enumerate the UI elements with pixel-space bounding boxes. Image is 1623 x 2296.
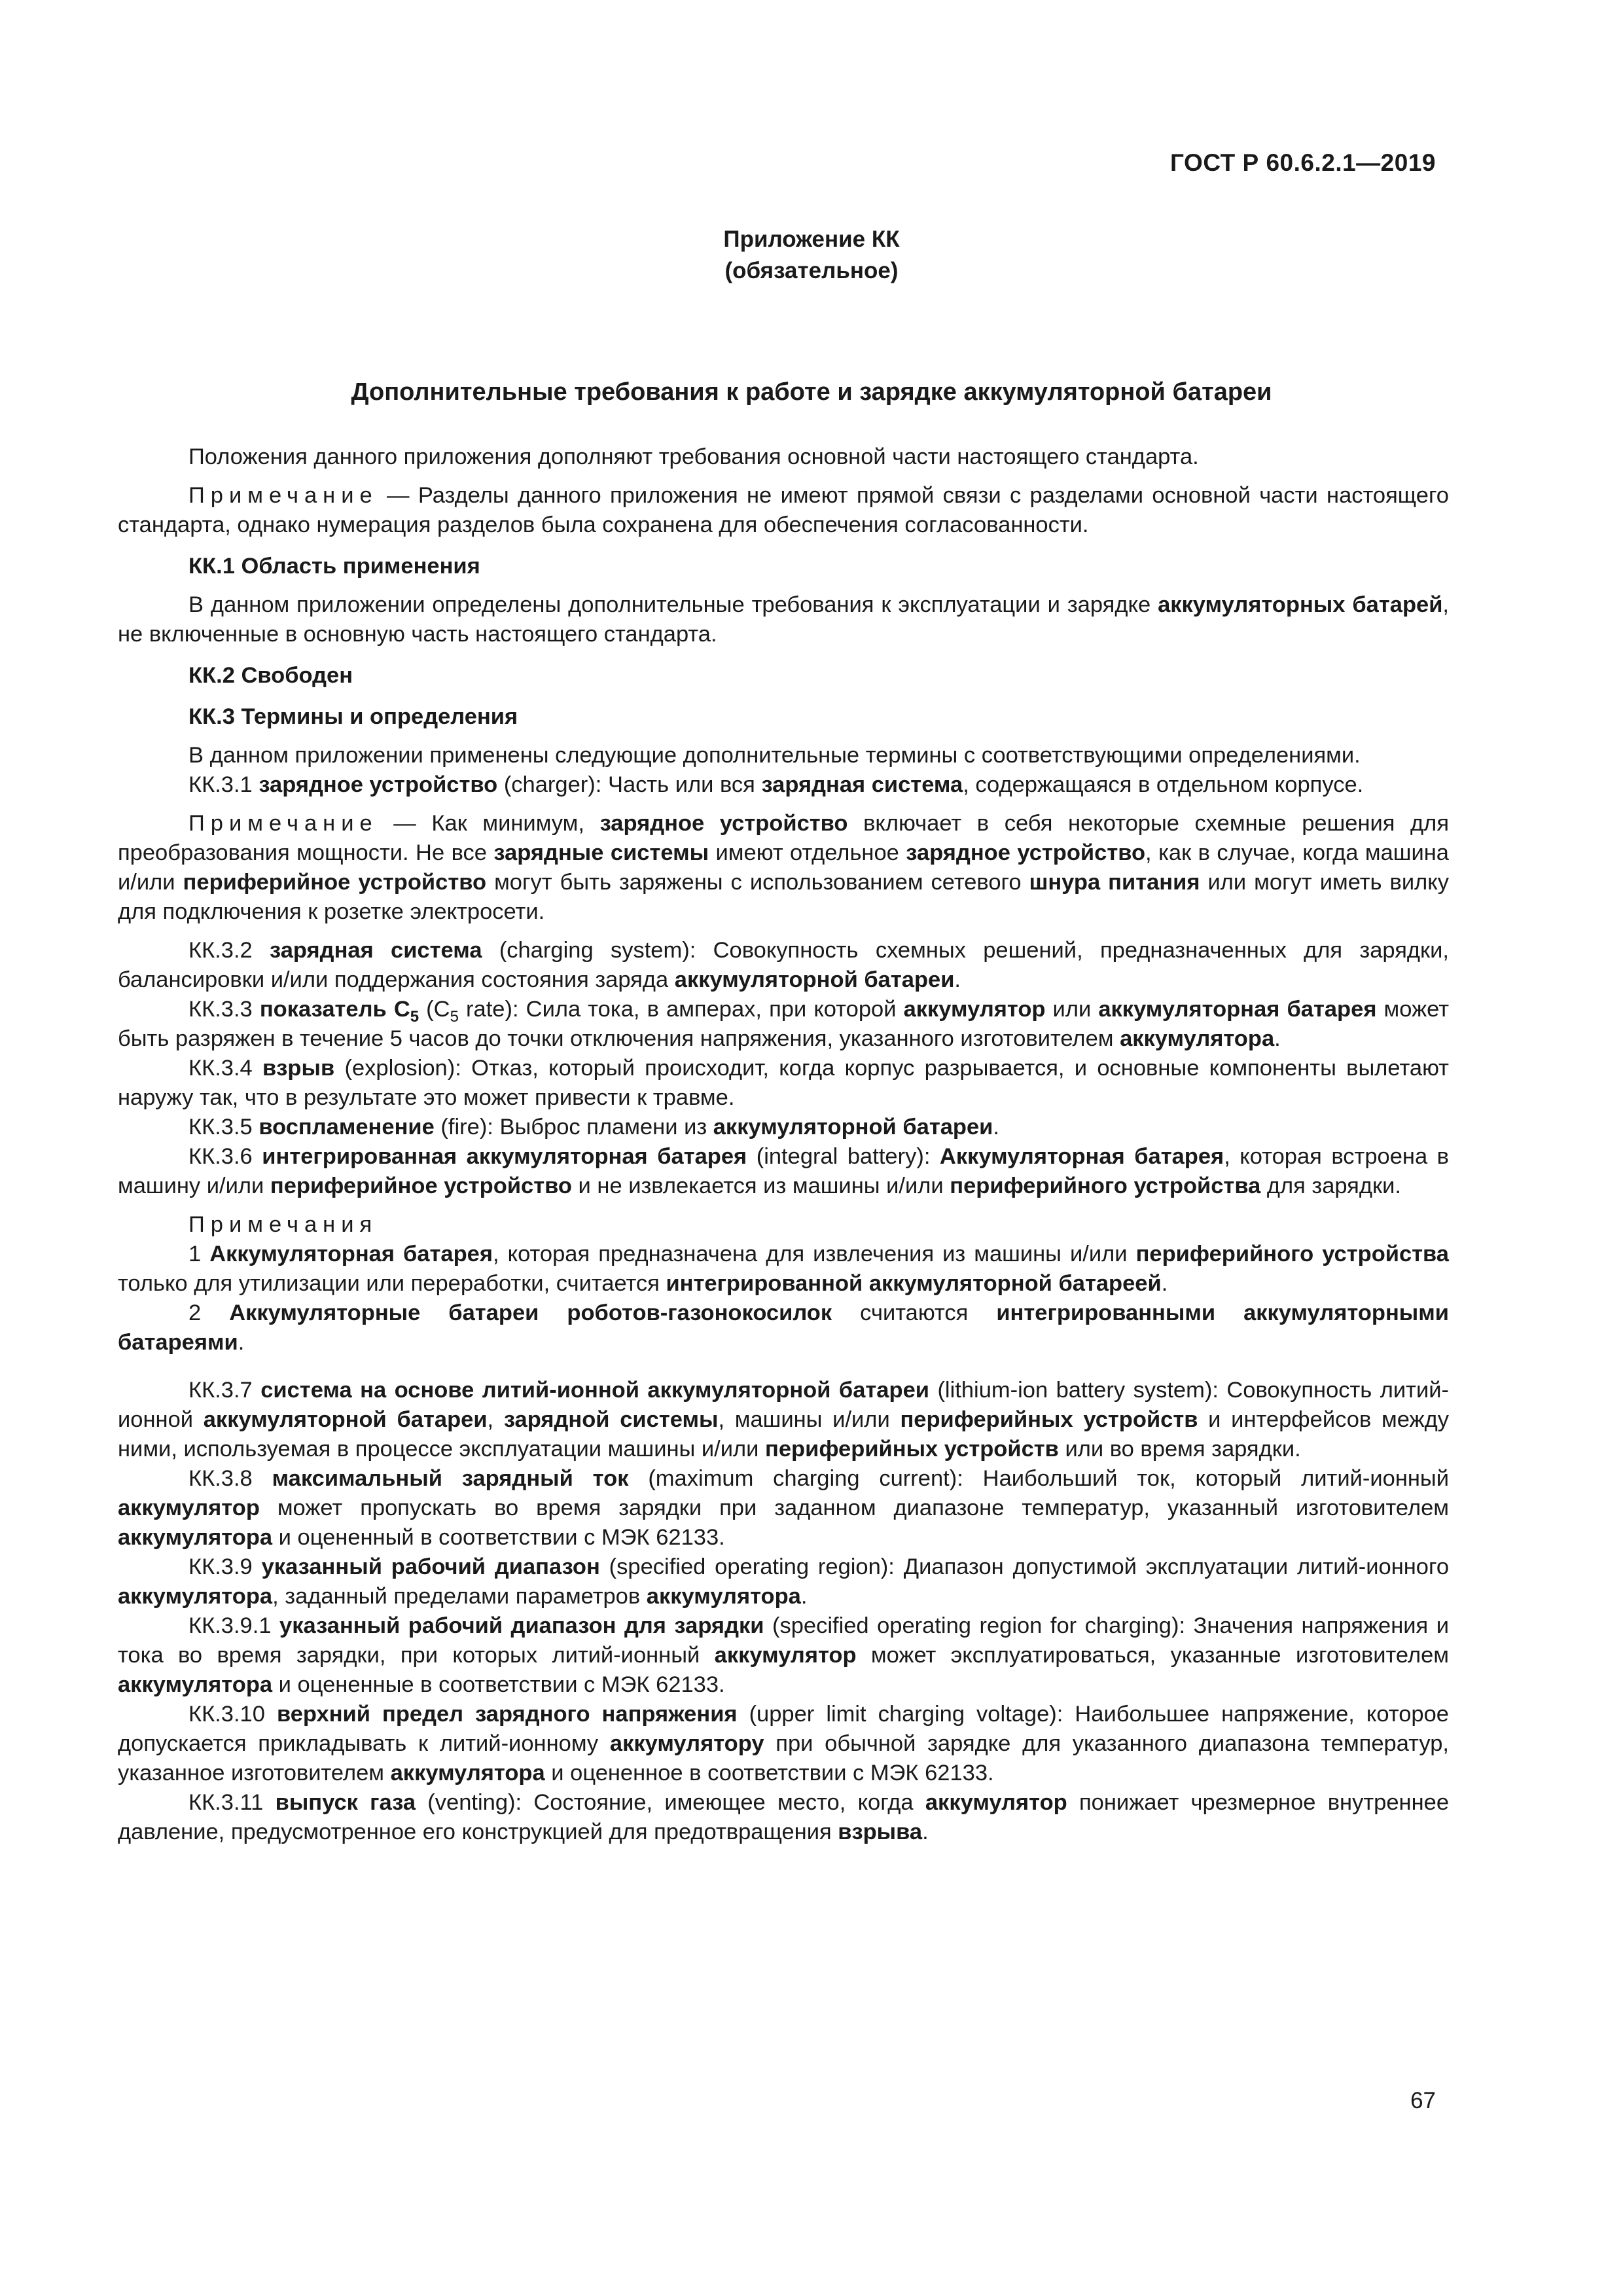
term-kk3-7: КК.3.7 система на основе литий-ионной аккумуляторной батареи (lithium-ion battery system): Совокупность литий-ионной аккумуляторной батареи, зарядной системы, машины и/или периферийных устройств и интерфейсов между ними, используемая в процессе эксплуатации машины и/или периферийных устройств или во время зарядки. xyxy=(118,1378,1449,1462)
appendix-title: Приложение КК xyxy=(723,226,900,252)
note-label: Примечание xyxy=(188,483,378,508)
term-kk3-1-note: Примечание — Как минимум, зарядное устройство включает в себя некоторые схемные решения для преобразования мощности. Не все зарядные системы имеют отдельное зарядное устройство, как в случае, когда машина и/или периферийное устройство могут быть заряжены с использованием сетевого шнура питания или могут иметь вилку для подключения к розетке электросети. xyxy=(118,811,1449,924)
section-kk3-intro: В данном приложении применены следующие дополнительные термины с соответствующими определениями. xyxy=(188,743,1361,768)
intro-paragraph: Положения данного приложения дополняют требования основной части настоящего стандарта. xyxy=(188,444,1199,469)
term-kk3-4: КК.3.4 взрыв (explosion): Отказ, который происходит, когда корпус разрывается, и основные компоненты вылетают наружу так, что в результате это может привести к травме. xyxy=(118,1056,1449,1110)
term-kk3-10: КК.3.10 верхний предел зарядного напряжения (upper limit charging voltage): Наибольшее напряжение, которое допускается прикладывать к литий-ионному аккумулятору при обычной зарядке для указанного диапазона температур, указанное изготовителем аккумулятора и оцененное в соответствии с МЭК 62133. xyxy=(118,1702,1449,1785)
term-kk3-9: КК.3.9 указанный рабочий диапазон (specified operating region): Диапазон допустимой эксплуатации литий-ионного аккумулятора, заданный пределами параметров аккумулятора. xyxy=(118,1554,1450,1609)
page-number: 67 xyxy=(1410,2088,1436,2113)
term-kk3-6: КК.3.6 интегрированная аккумуляторная батарея (integral battery): Аккумуляторная батарея, которая встроена в машину и/или периферийное устройство и не извлекается из машины и/или периферийного устройства для зарядки. xyxy=(118,1144,1450,1198)
appendix-status: (обязательное) xyxy=(724,258,899,283)
term-kk3-8: КК.3.8 максимальный зарядный ток (maximum charging current): Наибольший ток, который литий-ионный аккумулятор может пропускать во время зарядки при заданном диапазоне температур, указанный изготовителем аккумулятора и оцененный в соответствии с МЭК 62133. xyxy=(118,1466,1449,1550)
section-kk2-heading: КК.2 Свободен xyxy=(188,663,353,688)
term-kk3-1: КК.3.1 зарядное устройство (charger): Часть или вся зарядная система, содержащаяся в отдельном корпусе. xyxy=(188,772,1364,797)
section-kk1-heading: КК.1 Область применения xyxy=(188,554,480,579)
term-kk3-6-note-1: 1 Аккумуляторная батарея, которая предназначена для извлечения из машины и/или периферийного устройства только для утилизации или переработки, считается интегрированной аккумуляторной батареей. xyxy=(118,1242,1449,1296)
term-kk3-6-note-2: 2 Аккумуляторные батареи роботов-газонокосилок считаются интегрированными аккумуляторными батареями. xyxy=(118,1300,1449,1355)
term-kk3-11: КК.3.11 выпуск газа (venting): Состояние, имеющее место, когда аккумулятор понижает чрезмерное внутреннее давление, предусмотренное его конструкцией для предотвращения взрыва. xyxy=(118,1790,1450,1844)
section-kk1-text: В данном приложении определены дополнительные требования к эксплуатации и зарядке аккумуляторных батарей, не включенные в основную часть настоящего стандарта. xyxy=(118,592,1450,647)
term-kk3-3: КК.3.3 показатель $С_5$ ($С_5$ rate): Сила тока, в амперах, при которой аккумулятор или аккумуляторная батарея может быть разряжен в течение 5 часов до точки отключения напряжения, указанного изготовителем аккумулятора. xyxy=(118,997,1450,1051)
section-kk3-heading: КК.3 Термины и определения xyxy=(188,704,518,729)
document-body xyxy=(118,442,1449,1847)
intro-note: Примечание — Разделы данного приложения не имеют прямой связи с разделами основной части настоящего стандарта, однако нумерация разделов была сохранена для обеспечения согласованности. xyxy=(118,483,1449,537)
term-kk3-6-notes-label: Примечания xyxy=(188,1212,378,1237)
term-kk3-2: КК.3.2 зарядная система (charging system): Совокупность схемных решений, предназначенных для зарядки, балансировки и/или поддержания состояния заряда аккумуляторной батареи. xyxy=(118,938,1449,992)
document-title: Дополнительные требования к работе и зарядке аккумуляторной батареи xyxy=(351,378,1272,406)
term-kk3-9-1: КК.3.9.1 указанный рабочий диапазон для зарядки (specified operating region for charging): Значения напряжения и тока во время зарядки, при которых литий-ионный аккумулятор может эксплуатироваться, указанные изготовителем аккумулятора и оцененные в соответствии с МЭК 62133. xyxy=(118,1613,1449,1697)
term-kk3-5: КК.3.5 воспламенение (fire): Выброс пламени из аккумуляторной батареи. xyxy=(188,1115,999,1139)
appendix-header xyxy=(0,224,1623,287)
standard-code: ГОСТ Р 60.6.2.1—2019 xyxy=(1170,149,1436,176)
